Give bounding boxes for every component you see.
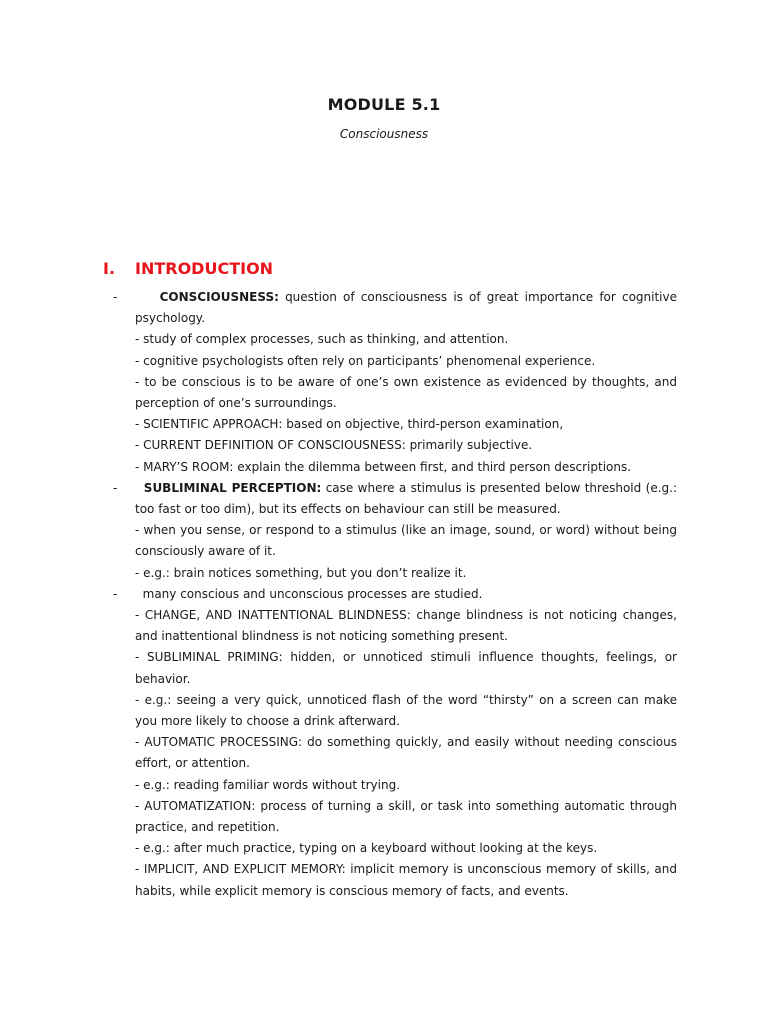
bullet-lead-text: many conscious and unconscious processes are studied.	[142, 586, 483, 601]
bullet-line: - when you sense, or respond to a stimulus (like an image, sound, or word) without being consciously aware of it.	[135, 523, 677, 559]
bullet-line: - cognitive psychologists often rely on participants’ phenomenal experience.	[135, 353, 596, 368]
bullet-line: - to be conscious is to be aware of one’s own existence as evidenced by thoughts, and perception of one’s surroundings.	[135, 374, 677, 411]
bullet-lead	[135, 478, 677, 520]
list-item	[113, 584, 677, 902]
bullet-line: - e.g.: seeing a very quick, unnoticed flash of the word “thirsty” on a screen can make you more likely to choose a drink afterward.	[135, 692, 677, 729]
bullet-dash: -	[113, 586, 118, 601]
bullet-line: - IMPLICIT, AND EXPLICIT MEMORY: implicit memory is unconscious memory of skills, and habits, while explicit memory is conscious memory of facts, and events.	[135, 862, 677, 898]
section-heading	[103, 259, 273, 278]
document-title: MODULE 5.1	[327, 95, 441, 114]
bullet-line: - SUBLIMINAL PRIMING: hidden, or unnoticed stimuli influence thoughts, feelings, or behavior.	[135, 650, 677, 686]
bullet-line: - e.g.: reading familiar words without trying.	[135, 777, 400, 792]
bullet-line: - study of complex processes, such as thinking, and attention.	[135, 332, 509, 347]
bullet-line: - CURRENT DEFINITION OF CONSCIOUSNESS: primarily subjective.	[135, 438, 533, 453]
list-item	[113, 287, 677, 478]
bullet-line: - CHANGE, AND INATTENTIONAL BLINDNESS: change blindness is not noticing changes, and inattentional blindness is not noticing something present.	[135, 608, 677, 644]
bullet-line: - e.g.: after much practice, typing on a keyboard without looking at the keys.	[135, 841, 598, 856]
section-body	[113, 287, 677, 902]
bullet-lead-text: case where a stimulus is presented below threshold (e.g.: too fast or too dim), but its effects on behaviour can still be measured.	[135, 480, 677, 517]
bullet-dash: -	[113, 480, 118, 495]
document-subtitle: Consciousness	[339, 127, 429, 141]
bullet-lead	[135, 584, 677, 605]
bullet-line: - e.g.: brain notices something, but you don’t realize it.	[135, 565, 467, 580]
bullet-line: - AUTOMATIZATION: process of turning a skill, or task into something automatic through practice, and repetition.	[135, 798, 677, 835]
bullet-keyword: SUBLIMINAL PERCEPTION:	[143, 480, 322, 495]
bullet-keyword: CONSCIOUSNESS:	[159, 290, 279, 304]
bullet-dash: -	[113, 290, 118, 304]
bullet-line: - AUTOMATIC PROCESSING: do something quickly, and easily without needing conscious effort, or attention.	[135, 735, 677, 771]
section-title: INTRODUCTION	[135, 259, 274, 278]
bullet-line: - MARY’S ROOM: explain the dilemma between first, and third person descriptions.	[135, 459, 632, 474]
bullet-line: - SCIENTIFIC APPROACH: based on objective, third-person examination,	[135, 417, 564, 432]
section-number: I.	[103, 259, 116, 278]
list-item	[113, 478, 677, 584]
bullet-lead-text: question of consciousness is of great importance for cognitive psychology.	[135, 290, 677, 326]
bullet-lead	[135, 287, 677, 329]
